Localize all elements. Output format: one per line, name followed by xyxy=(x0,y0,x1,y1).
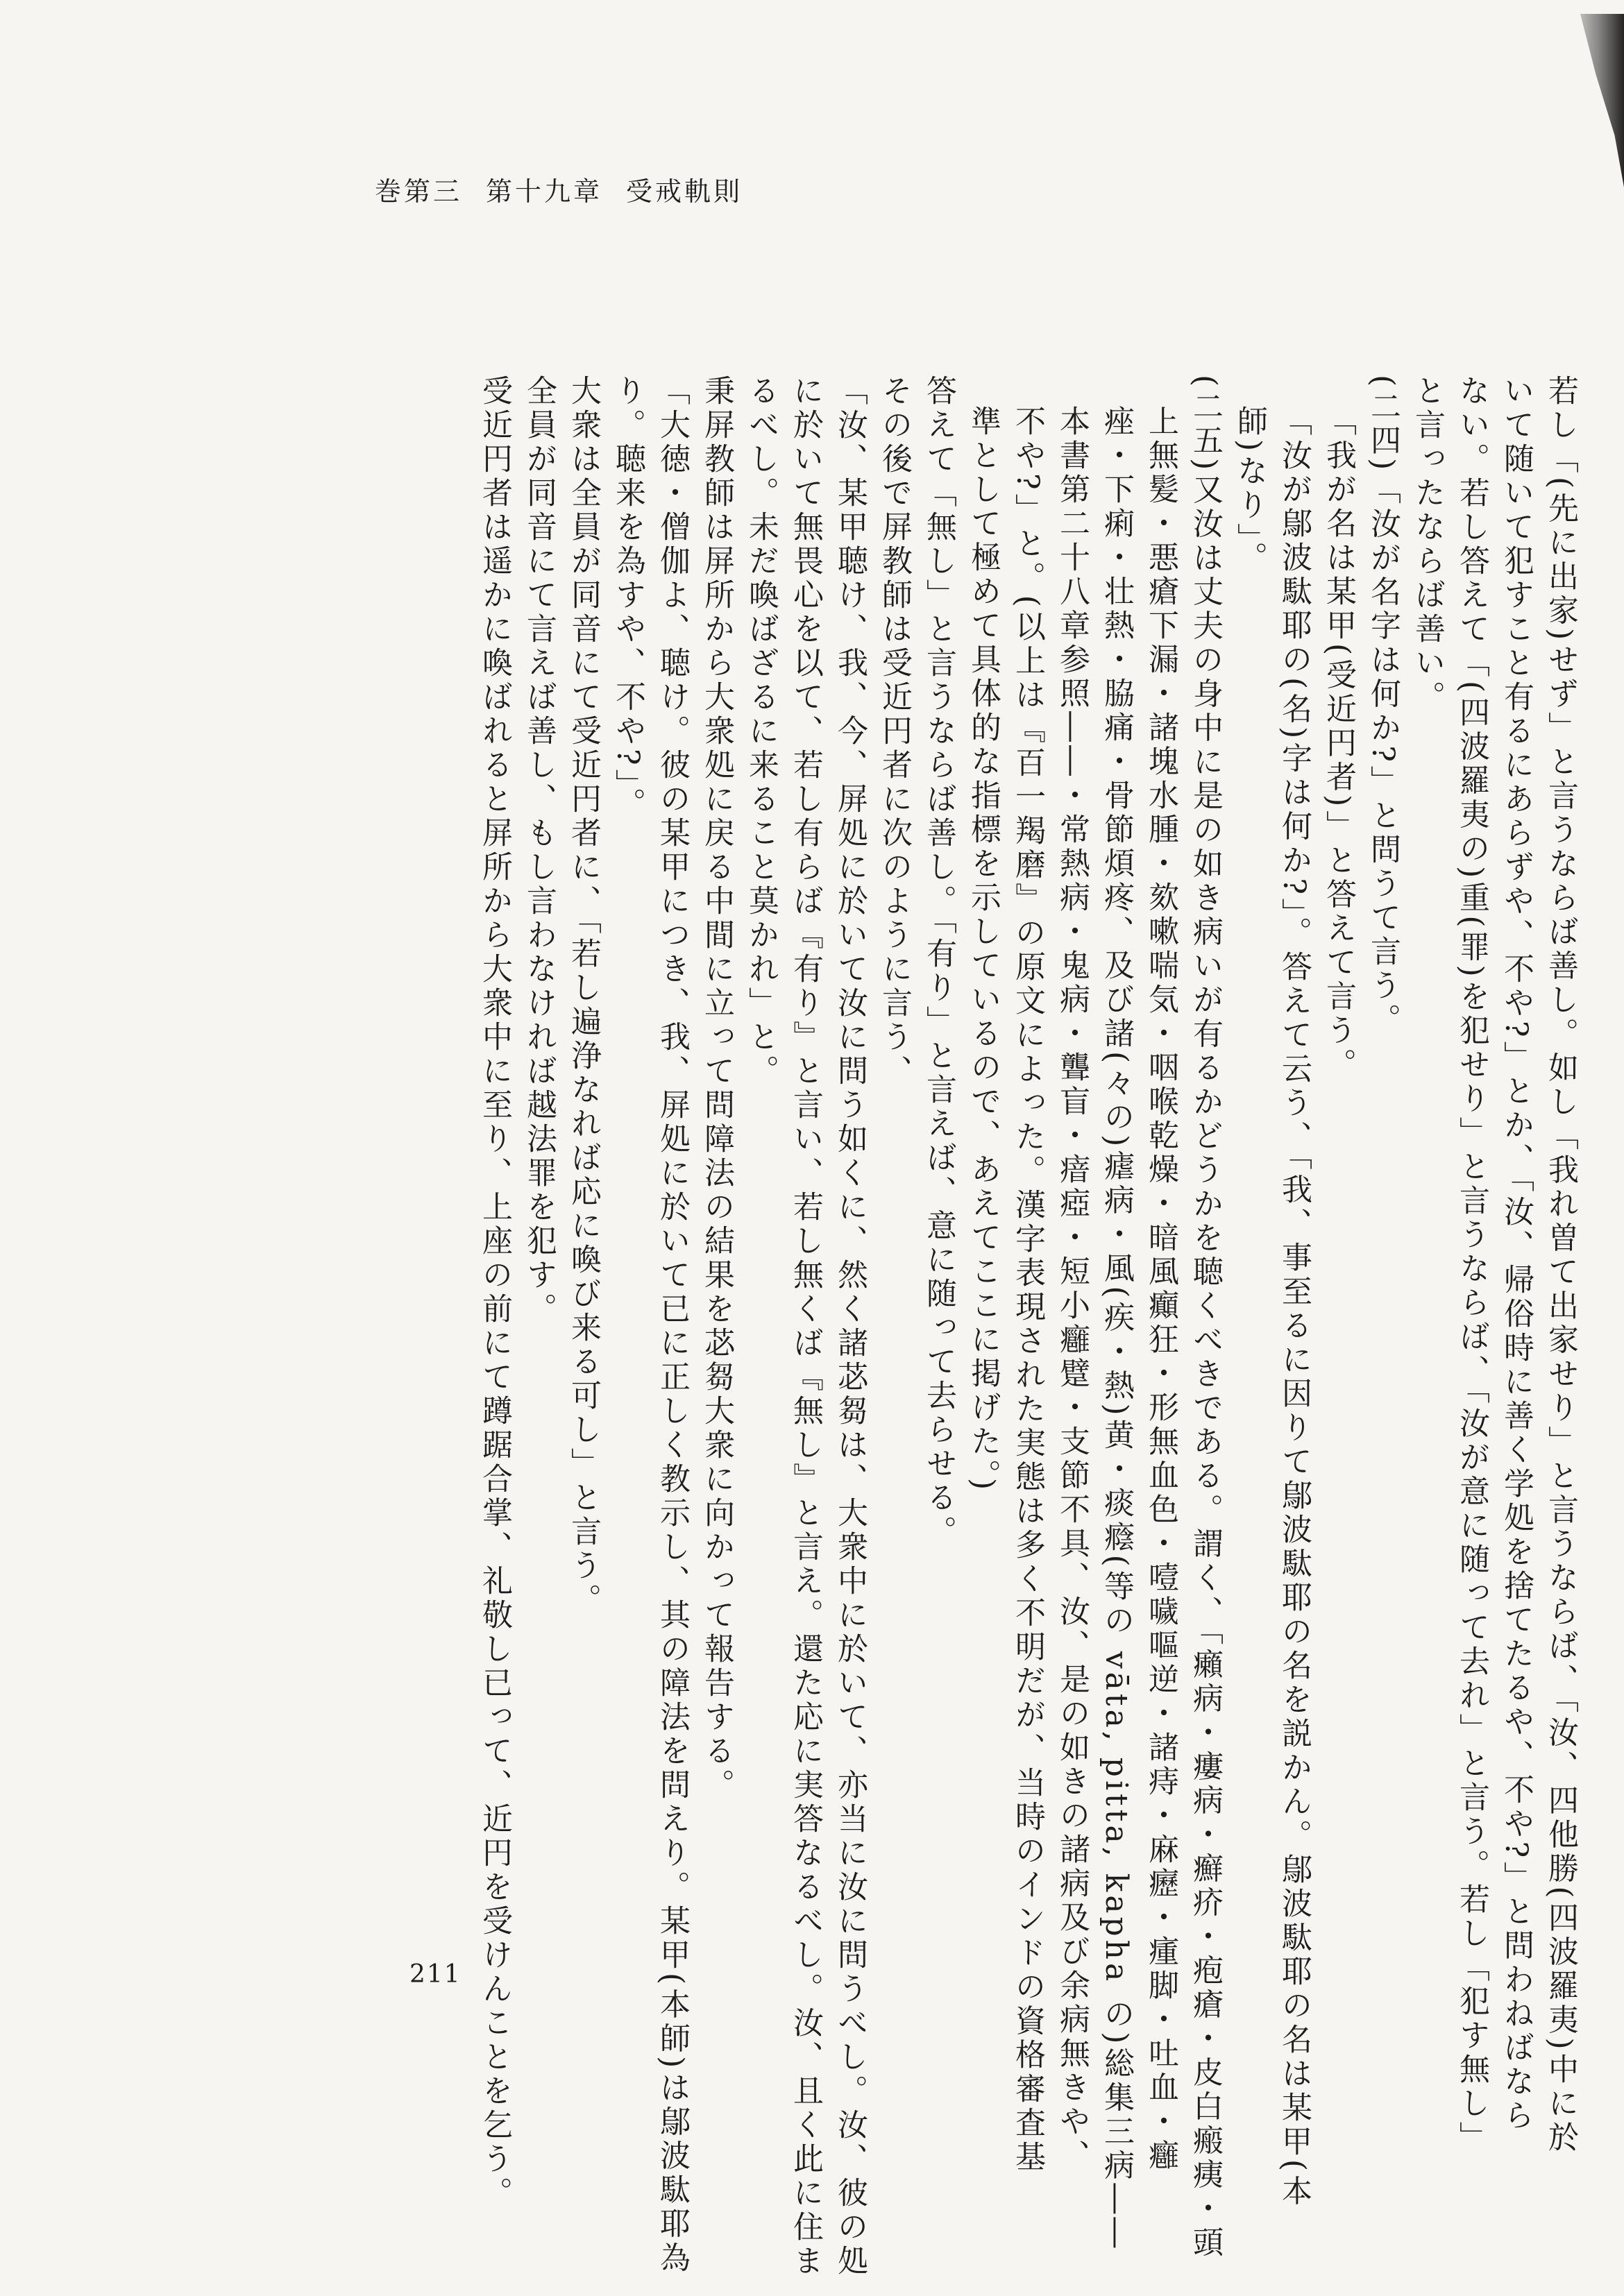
header-title: 受戒軌則 xyxy=(626,176,743,207)
running-header xyxy=(375,170,766,208)
header-chapter: 第十九章 xyxy=(486,176,603,207)
text-line: 痤・下痢・壮熱・脇痛・骨節煩疼、及び諸(々の)瘧病・風(疾・熱)黄・痰癊(等の vāta, pitta, kapha の)総集三病―― xyxy=(1099,405,1134,2252)
text-line: その後で屏教師は受近円者に次のように言う、 xyxy=(877,375,912,1089)
text-line: 本書第二十八章参照――・常熱病・鬼病・聾盲・瘖瘂・短小癰躄・支節不具、汝、是の如きの諸病及び余病無きや、 xyxy=(1054,405,1090,2173)
text-line: るべし。未だ喚ばざるに来ること莫かれ」と。 xyxy=(743,375,779,1089)
text-line: 不や?」と。(以上は『百一羯磨』の原文によった。漢字表現された実態は多く不明だが、当時のインドの資格審査基 xyxy=(1010,405,1045,2175)
text-line: り。聴来を為すや、不や?」。 xyxy=(610,375,645,822)
text-line: 「大徳・僧伽よ、聴け。彼の某甲につき、我、屏処に於いて已に正しく教示し、其の障法を問えり。某甲(本師)は鄔波駄耶為 xyxy=(654,375,690,2276)
scan-shadow xyxy=(1562,14,1624,187)
text-line: 答えて「無し」と言うならば善し。「有り」と言えば、意に随って去らせる。 xyxy=(921,375,956,1549)
text-line: に於いて無畏心を以て、若し有らば『有り』と言い、若し無くば『無し』と言え。還た応に実答なるべし。汝、且く此に住ま xyxy=(788,375,823,2279)
text-line: 「我が名は某甲(受近円者)」と答えて言う。 xyxy=(1321,405,1356,1082)
text-line: 秉屏教師は屏所から大衆処に戻る中間に立って問障法の結果を苾芻大衆に向かって報告する。 xyxy=(699,375,734,1803)
text-line-sec25 xyxy=(1183,375,1227,2261)
section-number-25: (二五) xyxy=(1187,375,1223,474)
text-line: 上無髪・悪瘡下漏・諸塊水腫・欬嗽喘気・咽喉乾燥・暗風癲狂・形無血色・噎噦嘔逆・諸痔・麻癧・瘇脚・吐血・癰 xyxy=(1143,405,1178,2173)
text-line: いて随いて犯すこと有るにあらずや、不や?」とか、「汝、帰俗時に善く学処を捨てたるや、不や?」と問わねばなら xyxy=(1498,375,1534,2134)
text-line-content: 又汝は丈夫の身中に是の如き病いが有るかどうかを聴くべきである。謂く、「癩病・瘻病・癬疥・疱瘡・皮白瘢痍・頭 xyxy=(1187,473,1223,2261)
text-line: 「汝、某甲聴け、我、今、屏処に於いて汝に問う如くに、然く諸苾芻は、大衆中に於いて、亦当に汝に問うべし。汝、彼の処 xyxy=(832,375,868,2279)
text-line: 準として極めて具体的な指標を示しているので、あえてここに掲げた。) xyxy=(965,405,1001,1494)
text-line: 若し「(先に出家)せず」と言うならば善し。如し「我れ曽て出家せり」と言うならば、「汝、四他勝(四波羅夷)中に於 xyxy=(1543,375,1578,2155)
text-line: 全員が同音にて言えば善し、もし言わなければ越法罪を犯す。 xyxy=(521,375,557,1327)
text-line-sec24 xyxy=(1360,375,1405,1901)
section-number-24: (二四) xyxy=(1365,375,1401,474)
text-line: ない。若し答えて「(四波羅夷の)重(罪)を犯せり」と言うならば、「汝が意に随って去れ」と言う。若し「犯す無し」 xyxy=(1454,375,1489,2155)
text-line: 師)なり」。 xyxy=(1232,405,1267,576)
text-line: 「汝が鄔波駄耶の(名)字は何か?」。答えて云う、「我、事至るに因りて鄔波駄耶の名を説かん。鄔波駄耶の名は某甲(本 xyxy=(1276,405,1312,2209)
header-volume: 巻第三 xyxy=(375,176,463,207)
text-line-content: 「汝が名字は何か?」と問うて言う。 xyxy=(1365,473,1401,1037)
text-line: 受近円者は遥かに喚ばれると屏所から大衆中に至り、上座の前にて蹲踞合掌、礼敬し已って、近円を受けんことを乞う。 xyxy=(477,375,512,2211)
page-number: 211 xyxy=(409,1960,462,1989)
text-line: と言ったならば善い。 xyxy=(1410,375,1445,715)
text-line: 大衆は全員が同音にて受近円者に、「若し遍浄なれば応に喚び来る可し」と言う。 xyxy=(566,375,601,1617)
